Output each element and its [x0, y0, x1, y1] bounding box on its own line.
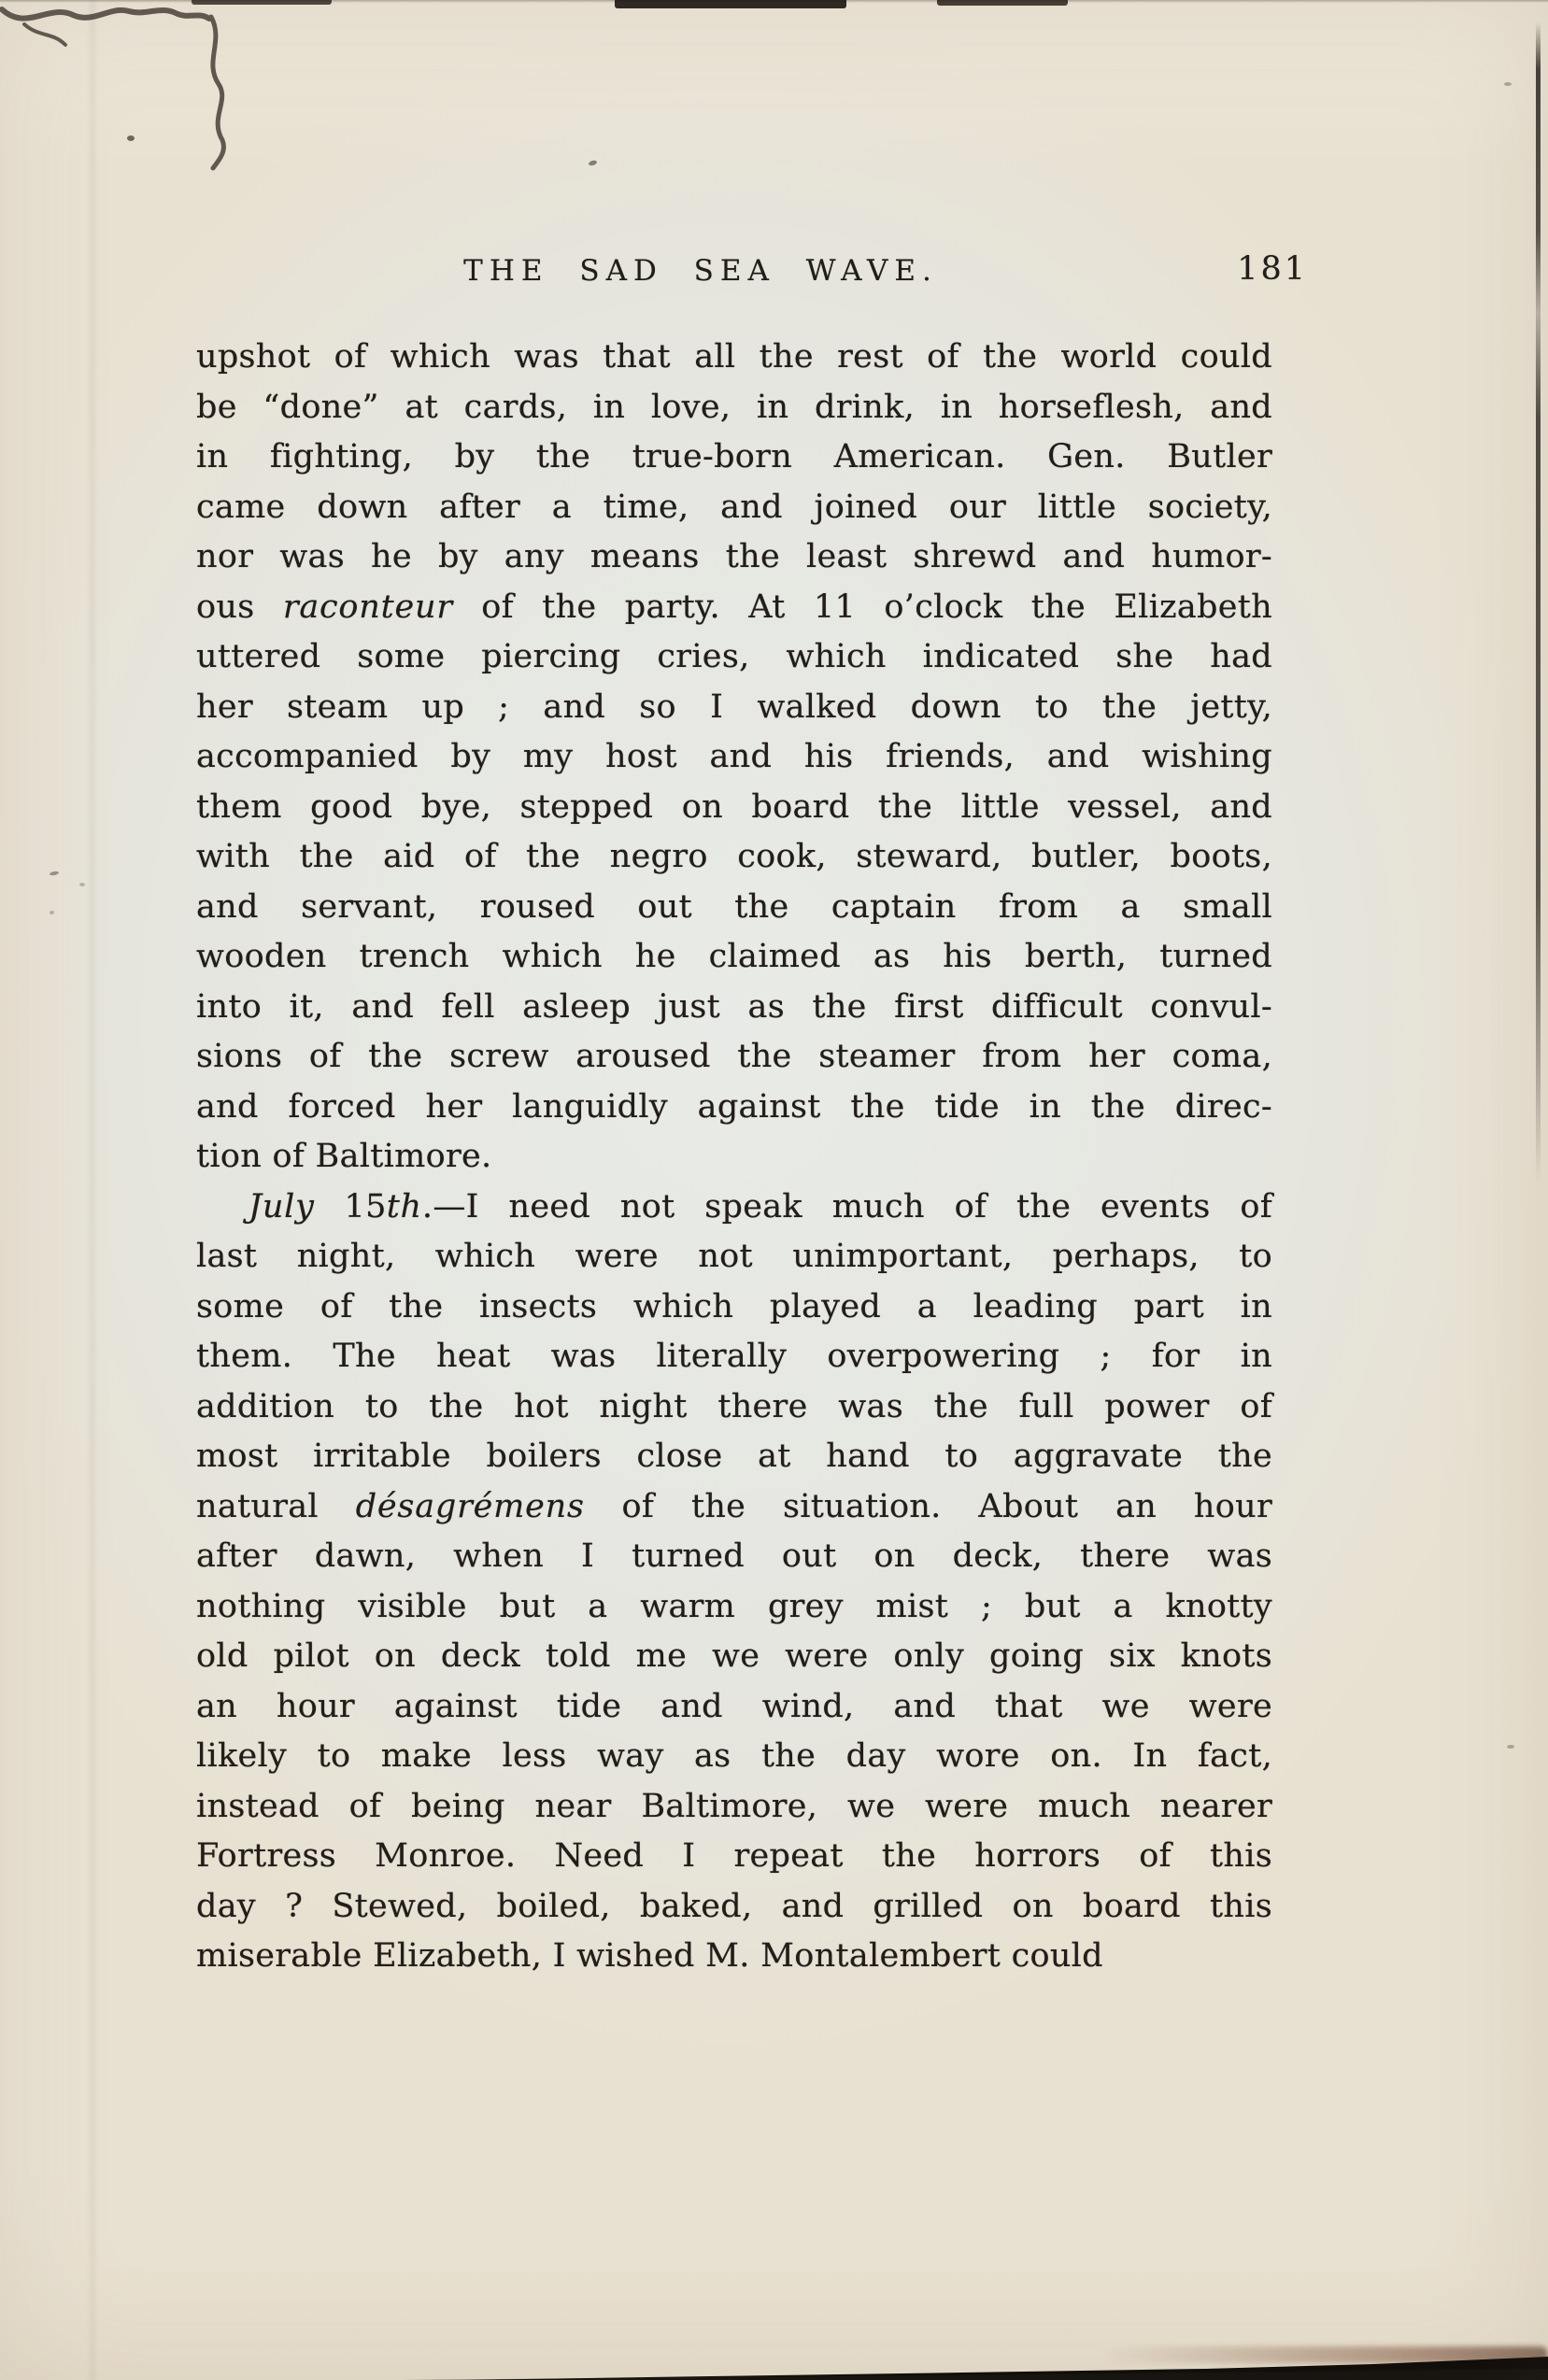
text-line: and servant, roused out the captain from a small: [196, 887, 1272, 926]
dust-speck: [588, 160, 597, 167]
dust-speck: [1504, 82, 1512, 86]
text-line: July 15th.—I need not speak much of the events of: [249, 1187, 1273, 1225]
text-line: Fortress Monroe. Need I repeat the horrors of this: [196, 1837, 1272, 1875]
running-head-title: THE SAD SEA WAVE.: [463, 254, 938, 288]
text-line: accompanied by my host and his friends, and wishing: [196, 738, 1272, 775]
scan-edge-mark: [615, 0, 846, 8]
text-line: be “done” at cards, in love, in drink, in horseflesh, and: [196, 388, 1272, 426]
text-line: sions of the screw aroused the steamer from her coma,: [196, 1038, 1272, 1075]
text-line: most irritable boilers close at hand to aggravate the: [196, 1438, 1272, 1475]
text-line: them good bye, stepped on board the little vessel, and: [196, 787, 1272, 826]
text-line: into it, and fell asleep just as the first difficult convul-: [196, 987, 1272, 1026]
page-bottom-edge-shadow: [0, 2352, 1548, 2380]
text-line: ous raconteur of the party. At 11 o’clock the Elizabeth: [196, 588, 1272, 626]
text-line: day ? Stewed, boiled, baked, and grilled on board this: [196, 1887, 1272, 1925]
running-head: [196, 250, 1308, 295]
text-line: natural désagrémens of the situation. About an hour: [196, 1487, 1272, 1525]
text-line: tion of Baltimore.: [196, 1138, 492, 1175]
dust-speck: [1507, 1745, 1514, 1749]
text-line: with the aid of the negro cook, steward, butler, boots,: [196, 838, 1272, 875]
text-line: her steam up ; and so I walked down to the jetty,: [196, 687, 1272, 726]
text-line: old pilot on deck told me we were only going six knots: [196, 1637, 1272, 1675]
text-line: an hour against tide and wind, and that we were: [196, 1687, 1272, 1725]
page-number: 181: [1237, 250, 1308, 288]
handwritten-ink-squiggle: [0, 0, 252, 187]
page-right-edge-line: [1536, 22, 1541, 1185]
text-line: likely to make less way as the day wore on. In fact,: [196, 1737, 1272, 1775]
text-line: nor was he by any means the least shrewd and humor-: [196, 538, 1272, 575]
text-line: wooden trench which he claimed as his berth, turned: [196, 938, 1272, 975]
text-line: last night, which were not unimportant, perhaps, to: [196, 1238, 1272, 1275]
text-line: uttered some piercing cries, which indicated she had: [196, 638, 1272, 675]
text-line: after dawn, when I turned out on deck, there was: [196, 1537, 1272, 1575]
text-line: instead of being near Baltimore, we were much nearer: [196, 1787, 1272, 1825]
text-line: them. The heat was literally overpowering ; for in: [196, 1338, 1272, 1375]
text-line: in fighting, by the true-born American. Gen. Butler: [196, 438, 1272, 475]
body-text: [196, 333, 1272, 1982]
text-line: came down after a time, and joined our little society,: [196, 488, 1272, 526]
text-line: nothing visible but a warm grey mist ; but a knotty: [196, 1587, 1272, 1625]
text-line: upshot of which was that all the rest of the world could: [196, 338, 1272, 375]
page-left-crease: [86, 0, 99, 2380]
scan-edge-mark: [937, 0, 1068, 6]
dust-speck: [50, 911, 54, 914]
text-line: some of the insects which played a leading part in: [196, 1287, 1272, 1325]
text-line: and forced her languidly against the tide in the direc-: [196, 1087, 1272, 1126]
dust-speck: [79, 883, 85, 886]
text-line: addition to the hot night there was the full power of: [196, 1387, 1272, 1425]
dust-speck: [50, 871, 60, 876]
text-line: miserable Elizabeth, I wished M. Montalembert could: [196, 1937, 1103, 1975]
